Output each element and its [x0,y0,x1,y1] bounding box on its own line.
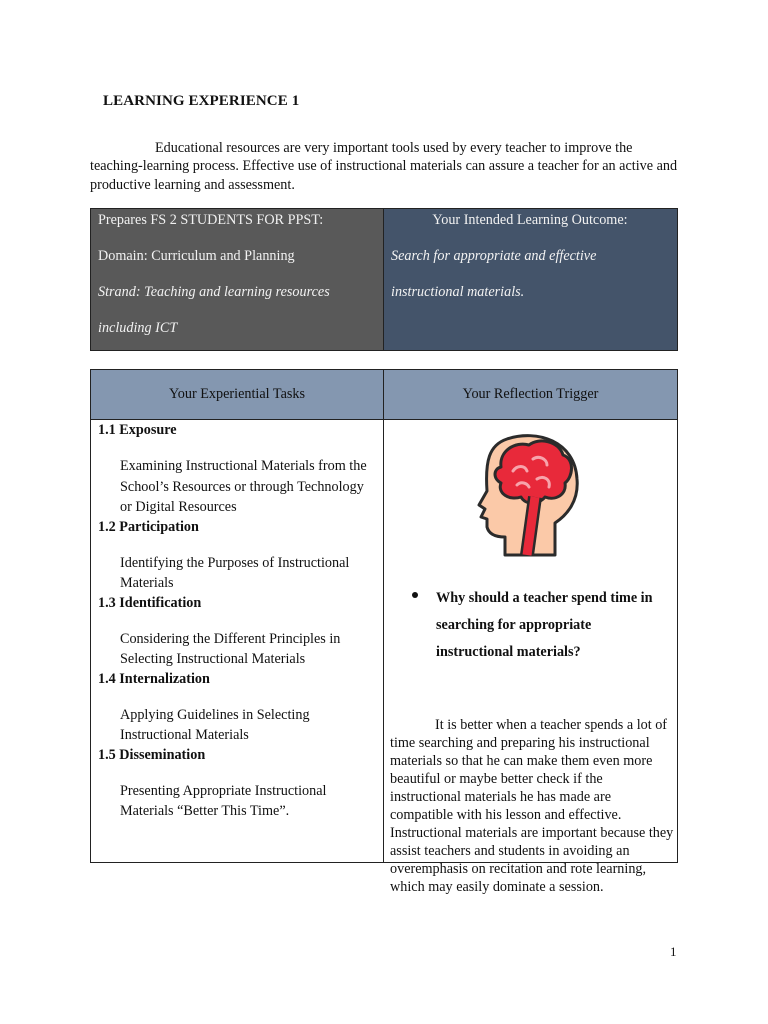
task-section [98,670,383,746]
outcome-heading: Your Intended Learning Outcome: [432,212,628,228]
tasks-table-body [91,420,677,895]
brain-head-icon [467,431,579,557]
task-title: 1.2 Participation [98,518,199,535]
bullet-icon [412,592,418,598]
question-text: Why should a teacher spend time in searching for appropriate instructional materials? [436,590,653,660]
task-description: Presenting Appropriate Instructional Materials “Better This Time”. [120,782,327,819]
outcome-cell [384,209,677,350]
reflection-question [412,585,672,666]
reflection-column [384,420,677,895]
tasks-column [91,420,384,862]
page-number: 1 [670,944,677,959]
ppst-strand-line2: including ICT [98,320,178,336]
page-title: LEARNING EXPERIENCE 1 [103,93,300,109]
ppst-domain: Domain: Curriculum and Planning [98,248,295,264]
reflection-trigger-header: Your Reflection Trigger [462,386,599,402]
experiential-tasks-header: Your Experiential Tasks [91,370,384,419]
ppst-outcome-table [90,208,678,351]
task-description: Considering the Different Principles in Selecting Instructional Materials [120,630,341,667]
task-title: 1.5 Dissemination [98,746,206,763]
answer-text: It is better when a teacher spends a lot of time searching and preparing his instructional materials so that he can make them even more beautiful or maybe better check if the instructional materials he has made are compatible with his lesson and effective. Instructional materials are important because they assist teachers and students in avoiding an overemphasis on recitation and rote learning, which may easily dominate a session. [390,717,674,895]
outcome-line1: Search for appropriate and effective [391,248,597,264]
ppst-strand-line1: Strand: Teaching and learning resources [98,284,330,300]
task-section [98,746,383,822]
task-description: Applying Guidelines in Selecting Instructional Materials [120,706,310,743]
task-title: 1.3 Identification [98,594,202,611]
tasks-table-header [91,370,677,420]
tasks-table [90,369,678,895]
ppst-heading: Prepares FS 2 STUDENTS FOR PPST: [98,212,324,228]
reflection-answer [390,716,674,896]
task-section [98,518,383,594]
ppst-cell [91,209,384,350]
task-description: Examining Instructional Materials from the School’s Resources or through Technology or Digital Resources [120,458,367,515]
task-title: 1.1 Exposure [98,422,177,438]
task-section [98,421,383,518]
task-description: Identifying the Purposes of Instructional Materials [120,554,350,591]
outcome-line2: instructional materials. [391,284,525,300]
intro-text: Educational resources are very important tools used by every teacher to improve the teaching-learning process. Effective use of instructional materials can assure a teacher for an active and productive learning and assessment. [90,140,678,193]
intro-paragraph [90,139,680,194]
task-section [98,594,383,670]
task-title: 1.4 Internalization [98,670,210,687]
